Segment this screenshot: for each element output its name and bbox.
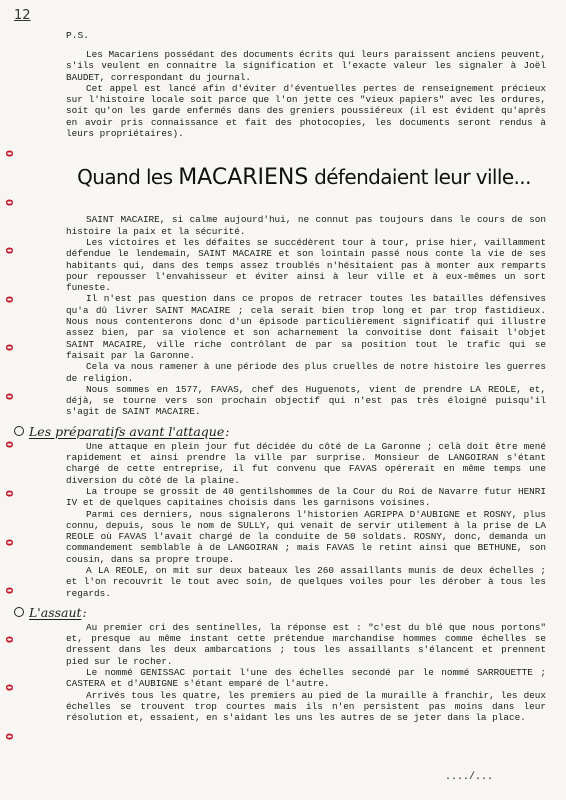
intro-paragraph: Les victoires et les défaites se succédèrent tour à tour, prise hier, vaillamment défendue le lendemain, SAINT MACAIRE et son lointain passé nous conte la vie de ses habitants qui, dans des temps assez troublés n'hésitaient pas à monter aux remparts pour repousser l'envahisseur et éviter ainsi à leur ville et à eux-mêmes un sort funeste. xyxy=(66,236,546,294)
section-heading-assault: L'assaut : xyxy=(14,605,546,620)
side-strip-char: 0 xyxy=(4,344,16,352)
side-strip-char: 0 xyxy=(4,684,16,692)
intro-paragraph: Cela va nous ramener à une période des plus cruelles de notre histoire les guerres de religion. xyxy=(66,361,546,384)
ps-label: P.S. xyxy=(66,30,90,41)
section-paragraph: Le nommé GENISSAC portait l'une des échelles secondé par le nommé SARROUETTE ; CASTERA et d'AUBIGNE s'étant emparé de l'autre. xyxy=(66,667,546,690)
section-paragraph: A LA REOLE, on mit sur deux bateaux les 260 assaillants munis de deux échelles ; et l'on recouvrit le tout avec soin, de quelques voiles pour les dérober à tous les regards. xyxy=(66,564,546,599)
side-strip-char: 0 xyxy=(4,538,16,546)
side-strip-char: 0 xyxy=(4,295,16,303)
side-strip-char: 0 xyxy=(4,392,16,400)
bullet-circle-icon xyxy=(14,607,24,617)
section-heading-text: Les préparatifs avant l'attaque xyxy=(29,423,225,439)
document-body xyxy=(29,30,546,724)
page-number: 12 xyxy=(14,8,31,23)
section-assault xyxy=(66,622,546,724)
side-strip-char: 0 xyxy=(4,198,16,206)
intro-paragraph: Nous sommes en 1577, FAVAS, chef des Huguenots, vient de prendre LA REOLE, et, déjà, se tourne vers son prochain objectif qui n'est pas très éloigné puisqu'il s'agit de SAINT MACAIRE. xyxy=(66,383,546,418)
section-paragraph: Parmi ces derniers, nous signalerons l'historien AGRIPPA D'AUBIGNE et ROSNY, plus connu, depuis, sous le nom de SULLY, qui venait de servir utilement à la prise de LA REOLE où FAVAS l'avait chargé de la conduite de 50 soldats. ROSNY, donc, demanda un commandement semblable à de LANGOIRAN ; mais FAVAS le retint ainsi que BETHUNE, son cousin, dans sa propre troupe. xyxy=(66,508,546,565)
bullet-circle-icon xyxy=(14,426,24,436)
intro-section xyxy=(66,214,546,417)
section-paragraph: Une attaque en plein jour fut décidée du côté de La Garonne ; celà doit être mené rapidement et ainsi prendre la ville par surprise. Monsieur de LANGOIRAN s'étant chargé de cette entreprise, il fut convenu que FAVAS opérerait en même temps une diversion du côté de la plaine. xyxy=(66,440,546,486)
side-strip-char: 0 xyxy=(4,441,16,449)
title-pre: Quand les xyxy=(77,165,179,190)
section-paragraph: Au premier cri des sentinelles, la réponse est : "c'est du blé que nous portons" et, presque au même instant cette prétendue marchandise hommes comme échelles se dressent dans les deux ambarcations ; tous les assaillants s'élancent et prennent pied sur le rocher. xyxy=(66,621,546,667)
side-strip xyxy=(4,150,16,740)
intro-paragraph: SAINT MACAIRE, si calme aujourd'hui, ne connut pas toujours dans le cours de son histoire la paix et la sécurité. xyxy=(66,214,546,237)
section-heading-preparations: Les préparatifs avant l'attaque : xyxy=(14,424,546,439)
section-paragraph: La troupe se grossit de 40 gentilshommes de la Cour du Roi de Navarre futur HENRI IV et de quelques capitaines choisis dans les garnisons voisines. xyxy=(66,485,546,509)
title-emph: MACARIENS xyxy=(178,165,309,191)
ps-paragraph: Les Macariens possédant des documents écrits qui leurs paraissent anciens peuvent, s'ils veulent en connaitre la signification et l'exacte valeur les signaler à Joël BAUDET, correspondant du journal. xyxy=(66,49,546,83)
side-strip-char: 0 xyxy=(4,150,16,157)
article-title xyxy=(44,165,564,190)
section-paragraph: Arrivés tous les quatre, les premiers au pied de la muraille à franchir, les deux échelles se trouvent trop courtes mais ils n'en persistent pas moins dans leur résolution et, essaient, en s'aidant les uns les autres de se jeter dans la place. xyxy=(66,689,546,724)
continuation-mark: ..../... xyxy=(445,772,494,783)
side-strip-char: 0 xyxy=(4,490,16,498)
section-heading-text: L'assaut xyxy=(29,604,82,620)
section-preparations xyxy=(66,441,546,599)
ps-paragraph: Cet appel est lancé afin d'éviter d'éventuelles pertes de renseignement précieux sur l'histoire locale soit parce que l'on jette ces "vieux papiers" avec les ordures, soit qu'on les garde enfermés dans des greniers poussiéreux (il est évident qu'après en avoir pris connaissance et fait des photocopies, les documents seront rendus à leurs propriétaires). xyxy=(66,82,546,140)
title-post: défendaient leur ville... xyxy=(308,165,531,190)
postscript xyxy=(66,30,546,139)
side-strip-char: 0 xyxy=(4,635,16,643)
intro-paragraph: Il n'est pas question dans ce propos de retracer toutes les batailles défensives qu'a dû livrer SAINT MACAIRE ; cela serait bien trop long et par trop fastidieux. Nous nous contenterons donc d'un épisode particulièrement significatif qui illustre assez bien, par sa violence et son acharnement la convoitise dont faisait l'objet SAINT MACAIRE, ville riche contrôlant de par sa position tout le trafic qui se faisait par la Garonne. xyxy=(66,293,546,361)
side-strip-char: 0 xyxy=(4,247,16,255)
side-strip-char: 0 xyxy=(4,732,16,740)
side-strip-char: 0 xyxy=(4,587,16,595)
